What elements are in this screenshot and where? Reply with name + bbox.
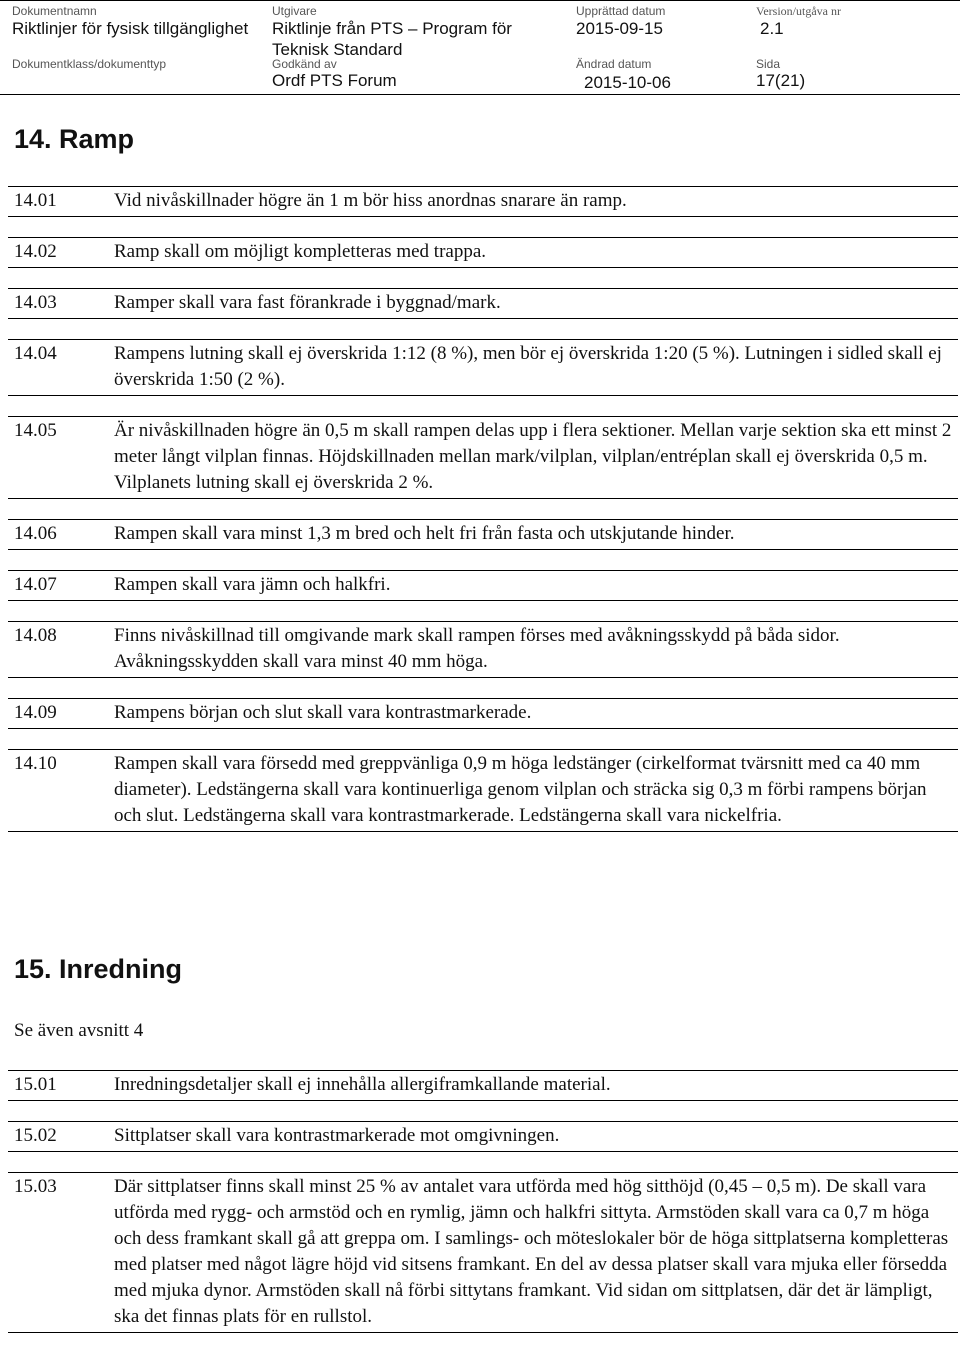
table-row <box>8 570 958 601</box>
table-row <box>8 698 958 729</box>
table-row <box>8 237 958 268</box>
table-row <box>8 416 958 499</box>
section-14-table <box>8 186 958 832</box>
table-row <box>8 519 958 550</box>
item-text: Inredningsdetaljer skall ej innehålla allergiframkallande material. <box>114 1074 611 1095</box>
table-row <box>8 186 958 217</box>
page-number: 17(21) <box>756 71 806 90</box>
document-header <box>0 0 960 96</box>
changed-date-value: 2015-10-06 <box>584 73 671 92</box>
item-number: 15.03 <box>14 1176 57 1197</box>
item-number: 14.03 <box>14 292 57 313</box>
item-number: 15.01 <box>14 1074 57 1095</box>
item-text: Rampens början och slut skall vara kontrastmarkerade. <box>114 702 532 723</box>
doc-class-label: Dokumentklass/dokumenttyp <box>12 57 167 71</box>
table-row <box>8 749 958 832</box>
section-15-table <box>8 1070 958 1333</box>
item-number: 14.08 <box>14 625 57 646</box>
item-text: Vid nivåskillnader högre än 1 m bör hiss anordnas snarare än ramp. <box>114 190 627 211</box>
item-text: Ramper skall vara fast förankrade i byggnad/mark. <box>114 292 501 313</box>
changed-date-label: Ändrad datum <box>576 57 652 71</box>
item-text: Rampen skall vara försedd med greppvänliga 0,9 m höga ledstänger (cirkelformat tvärsnitt med ca 40 mm diameter). Ledstängerna skall vara kontinuerliga genom vilplan och sträcka sig 0,3 m förbi rampens början och slut. Ledstängerna skall vara kontrastmarkerade. Ledstängerna skall vara nickelfria. <box>114 753 927 826</box>
item-number: 14.07 <box>14 574 57 595</box>
item-number: 14.01 <box>14 190 57 211</box>
approved-by-value: Ordf PTS Forum <box>272 71 397 90</box>
created-date-value: 2015-09-15 <box>576 19 663 38</box>
item-text: Rampen skall vara jämn och halkfri. <box>114 574 391 595</box>
doc-name-value: Riktlinjer för fysisk tillgänglighet <box>12 19 249 38</box>
table-row <box>8 1172 958 1333</box>
table-row <box>8 621 958 678</box>
created-date-label: Upprättad datum <box>576 4 666 18</box>
item-text: Ramp skall om möjligt kompletteras med trappa. <box>114 241 487 262</box>
version-value: 2.1 <box>760 19 784 38</box>
item-number: 14.09 <box>14 702 57 723</box>
item-text: Där sittplatser finns skall minst 25 % av antalet vara utförda med hög sitthöjd (0,45 – 0,5 m). De skall vara utförda med rygg- och armstöd och en rymlig, jämn och halkfri sittyta. Armstöden skall vara ca 0,7 m höga och dess framkant skall gå att greppa om. I samlings- och möteslokaler bör de höga sittplatserna kompletteras med platser med något lägre höjd vid sitsens framkant. En del av dessa platser skall vara mjuka eller försedda med mjuka dynor. Armstöden skall nå förbi sittytans framkant. Vid sidan om sittplatsen, där det är lämpligt, ska det finnas plats för en rullstol. <box>114 1176 949 1327</box>
section-15-intro: Se även avsnitt 4 <box>14 1020 144 1041</box>
section-title-14: 14. Ramp <box>14 124 135 154</box>
approved-by-label: Godkänd av <box>272 57 337 71</box>
page-label: Sida <box>756 57 781 71</box>
item-number: 14.05 <box>14 420 57 441</box>
publisher-value: Riktlinje från PTS – Program för Teknisk Standard <box>272 19 512 59</box>
item-number: 14.10 <box>14 753 57 774</box>
item-text: Rampen skall vara minst 1,3 m bred och helt fri från fasta och utskjutande hinder. <box>114 523 735 544</box>
item-text: Är nivåskillnaden högre än 0,5 m skall rampen delas upp i flera sektioner. Mellan varje sektion ska ett minst 2 meter långt vilplan finnas. Höjdskillnaden mellan mark/vilplan, vilplan/entréplan skall ej överskrida 0,5 m. Vilplanets lutning skall ej överskrida 2 %. <box>114 420 952 493</box>
item-number: 14.02 <box>14 241 57 262</box>
header-bottom-rule <box>0 94 960 95</box>
item-number: 14.04 <box>14 343 57 364</box>
table-row <box>8 1070 958 1101</box>
header-top-rule <box>0 0 960 1</box>
version-label: Version/utgåva nr <box>756 4 841 18</box>
table-row <box>8 339 958 396</box>
item-text: Rampens lutning skall ej överskrida 1:12 (8 %), men bör ej överskrida 1:20 (5 %). Lutningen i sidled skall ej överskrida 1:50 (2 %). <box>114 343 942 390</box>
item-number: 14.06 <box>14 523 57 544</box>
publisher-label: Utgivare <box>272 4 317 18</box>
section-title-15: 15. Inredning <box>14 954 183 984</box>
table-row <box>8 288 958 319</box>
table-row <box>8 1121 958 1152</box>
item-text: Sittplatser skall vara kontrastmarkerade mot omgivningen. <box>114 1125 560 1146</box>
item-text: Finns nivåskillnad till omgivande mark skall rampen förses med avåkningsskydd på båda sidor. Avåkningsskydden skall vara minst 40 mm höga. <box>114 625 840 672</box>
item-number: 15.02 <box>14 1125 57 1146</box>
doc-name-label: Dokumentnamn <box>12 4 97 18</box>
